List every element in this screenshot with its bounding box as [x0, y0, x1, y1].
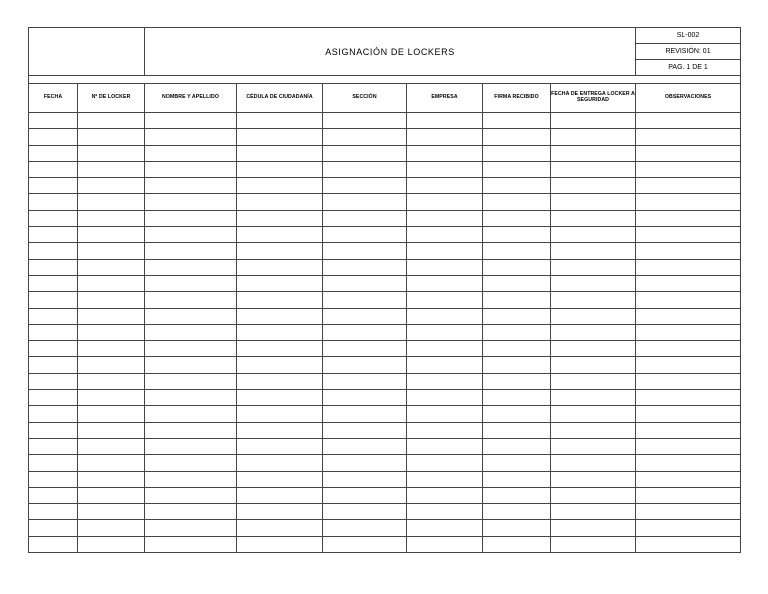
entry-cell[interactable]	[145, 210, 237, 226]
entry-cell[interactable]	[483, 292, 551, 308]
entry-cell[interactable]	[636, 227, 741, 243]
entry-cell[interactable]	[145, 324, 237, 340]
entry-cell[interactable]	[237, 373, 323, 389]
entry-cell[interactable]	[407, 471, 483, 487]
table-row	[29, 357, 741, 373]
entry-cell[interactable]	[323, 308, 407, 324]
entry-cell[interactable]	[323, 357, 407, 373]
entry-cell[interactable]	[407, 455, 483, 471]
entry-cell[interactable]	[551, 422, 636, 438]
entry-cell[interactable]	[145, 308, 237, 324]
entry-cell[interactable]	[407, 487, 483, 503]
spacer-row	[29, 76, 741, 84]
entry-cell[interactable]	[323, 161, 407, 177]
entry-cell[interactable]	[323, 373, 407, 389]
entry-cell[interactable]	[636, 373, 741, 389]
entry-cell[interactable]	[29, 471, 78, 487]
entry-cell[interactable]	[29, 422, 78, 438]
entry-cell[interactable]	[29, 145, 78, 161]
table-row	[29, 520, 741, 536]
entry-cell[interactable]	[237, 422, 323, 438]
entry-cell[interactable]	[78, 438, 145, 454]
entry-cell[interactable]	[483, 357, 551, 373]
entry-cell[interactable]	[145, 113, 237, 129]
entry-cell[interactable]	[78, 194, 145, 210]
entry-cell[interactable]	[323, 194, 407, 210]
form-page: PAG. 1 DE 1	[636, 60, 741, 76]
entry-cell[interactable]	[483, 210, 551, 226]
entry-cell[interactable]	[323, 422, 407, 438]
table-row	[29, 161, 741, 177]
entry-cell[interactable]	[29, 243, 78, 259]
entry-cell[interactable]	[29, 504, 78, 520]
entry-cell[interactable]	[407, 259, 483, 275]
entry-cell[interactable]	[323, 536, 407, 552]
entry-cell[interactable]	[483, 194, 551, 210]
entry-cell[interactable]	[237, 390, 323, 406]
table-row	[29, 438, 741, 454]
entry-cell[interactable]	[78, 292, 145, 308]
entry-cell[interactable]	[323, 438, 407, 454]
entry-cell[interactable]	[145, 227, 237, 243]
entry-cell[interactable]	[29, 113, 78, 129]
entry-cell[interactable]	[551, 357, 636, 373]
entry-cell[interactable]	[237, 341, 323, 357]
entry-cell[interactable]	[407, 243, 483, 259]
entry-cell[interactable]	[78, 504, 145, 520]
entry-cell[interactable]	[551, 129, 636, 145]
entry-cell[interactable]	[483, 178, 551, 194]
entry-cell[interactable]	[237, 357, 323, 373]
entry-cell[interactable]	[29, 455, 78, 471]
entry-cell[interactable]	[636, 113, 741, 129]
entry-cell[interactable]	[636, 422, 741, 438]
entry-cell[interactable]	[551, 536, 636, 552]
entry-cell[interactable]	[407, 145, 483, 161]
entry-cell[interactable]	[551, 227, 636, 243]
table-row	[29, 406, 741, 422]
table-row	[29, 341, 741, 357]
entry-cell[interactable]	[145, 536, 237, 552]
entry-cell[interactable]	[407, 520, 483, 536]
entry-cell[interactable]	[237, 406, 323, 422]
entry-cell[interactable]	[636, 129, 741, 145]
entry-cell[interactable]	[636, 292, 741, 308]
entry-cell[interactable]	[237, 145, 323, 161]
entry-cell[interactable]	[78, 357, 145, 373]
entry-cell[interactable]	[323, 390, 407, 406]
table-row	[29, 536, 741, 552]
entry-cell[interactable]	[407, 504, 483, 520]
entry-cell[interactable]	[29, 357, 78, 373]
logo-cell	[29, 28, 145, 76]
entry-cell[interactable]	[551, 161, 636, 177]
table-row	[29, 145, 741, 161]
entry-cell[interactable]	[483, 487, 551, 503]
entry-cell[interactable]	[29, 487, 78, 503]
entry-cell[interactable]	[78, 373, 145, 389]
entry-cell[interactable]	[237, 520, 323, 536]
entry-cell[interactable]	[237, 487, 323, 503]
col-signature: FIRMA RECIBIDO	[483, 84, 551, 113]
entry-cell[interactable]	[145, 243, 237, 259]
entry-cell[interactable]	[145, 178, 237, 194]
entry-cell[interactable]	[29, 406, 78, 422]
entry-cell[interactable]	[636, 161, 741, 177]
form-code: SL-002	[636, 28, 741, 44]
entry-cell[interactable]	[483, 308, 551, 324]
table-row	[29, 178, 741, 194]
entry-cell[interactable]	[483, 113, 551, 129]
entry-cell[interactable]	[323, 292, 407, 308]
entry-cell[interactable]	[78, 161, 145, 177]
entry-cell[interactable]	[145, 406, 237, 422]
entry-cell[interactable]	[636, 438, 741, 454]
entry-cell[interactable]	[145, 259, 237, 275]
entry-cell[interactable]	[483, 243, 551, 259]
entry-cell[interactable]	[551, 487, 636, 503]
entry-cell[interactable]	[636, 341, 741, 357]
entry-cell[interactable]	[636, 536, 741, 552]
entry-cell[interactable]	[29, 308, 78, 324]
entry-cell[interactable]	[237, 259, 323, 275]
form-sheet	[28, 27, 740, 553]
entry-cell[interactable]	[636, 210, 741, 226]
entry-cell[interactable]	[145, 438, 237, 454]
col-locker-number: Nº DE LOCKER	[78, 84, 145, 113]
col-return-date: FECHA DE ENTREGA LOCKER A SEGURIDAD	[551, 84, 636, 113]
col-name: NOMBRE Y APELLIDO	[145, 84, 237, 113]
entry-cell[interactable]	[407, 422, 483, 438]
col-section: SECCIÓN	[323, 84, 407, 113]
entry-cell[interactable]	[237, 455, 323, 471]
entry-cell[interactable]	[551, 178, 636, 194]
entry-cell[interactable]	[145, 373, 237, 389]
entry-cell[interactable]	[145, 275, 237, 291]
entry-cell[interactable]	[407, 357, 483, 373]
form-table	[28, 27, 741, 553]
entry-cell[interactable]	[78, 227, 145, 243]
entry-cell[interactable]	[407, 210, 483, 226]
col-fecha: FECHA	[29, 84, 78, 113]
entry-cell[interactable]	[29, 390, 78, 406]
entry-cell[interactable]	[636, 487, 741, 503]
entry-cell[interactable]	[636, 243, 741, 259]
entry-cell[interactable]	[29, 324, 78, 340]
table-row	[29, 210, 741, 226]
entry-cell[interactable]	[78, 471, 145, 487]
entry-cell[interactable]	[551, 275, 636, 291]
entry-cell[interactable]	[483, 536, 551, 552]
entry-cell[interactable]	[29, 194, 78, 210]
entry-cell[interactable]	[483, 259, 551, 275]
form-title: ASIGNACIÓN DE LOCKERS	[145, 28, 636, 76]
table-row	[29, 243, 741, 259]
entry-cell[interactable]	[483, 129, 551, 145]
entry-cell[interactable]	[407, 178, 483, 194]
entry-cell[interactable]	[237, 504, 323, 520]
entry-cell[interactable]	[29, 227, 78, 243]
entry-cell[interactable]	[551, 194, 636, 210]
entry-cell[interactable]	[407, 406, 483, 422]
entry-cell[interactable]	[323, 259, 407, 275]
col-id-card: CÉDULA DE CIUDADANÍA	[237, 84, 323, 113]
entry-cell[interactable]	[636, 324, 741, 340]
entry-cell[interactable]	[483, 471, 551, 487]
entry-cell[interactable]	[407, 129, 483, 145]
entry-cell[interactable]	[483, 373, 551, 389]
table-row	[29, 194, 741, 210]
entry-cell[interactable]	[483, 227, 551, 243]
entry-cell[interactable]	[237, 129, 323, 145]
entry-cell[interactable]	[29, 178, 78, 194]
table-row	[29, 504, 741, 520]
entry-cell[interactable]	[145, 504, 237, 520]
table-row	[29, 227, 741, 243]
entry-cell[interactable]	[78, 520, 145, 536]
entry-cell[interactable]	[636, 308, 741, 324]
entry-cell[interactable]	[145, 357, 237, 373]
entry-cell[interactable]	[323, 243, 407, 259]
entry-cell[interactable]	[636, 455, 741, 471]
entry-cell[interactable]	[636, 390, 741, 406]
entry-cell[interactable]	[145, 161, 237, 177]
entry-cell[interactable]	[237, 308, 323, 324]
entry-cell[interactable]	[29, 210, 78, 226]
entry-cell[interactable]	[551, 341, 636, 357]
entry-cell[interactable]	[483, 504, 551, 520]
entry-cell[interactable]	[323, 341, 407, 357]
entry-cell[interactable]	[237, 292, 323, 308]
entry-cell[interactable]	[483, 161, 551, 177]
entry-cell[interactable]	[29, 129, 78, 145]
entry-cell[interactable]	[551, 308, 636, 324]
entry-cell[interactable]	[407, 308, 483, 324]
entry-cell[interactable]	[237, 324, 323, 340]
entry-cell[interactable]	[145, 390, 237, 406]
entry-cell[interactable]	[78, 259, 145, 275]
entry-cell[interactable]	[78, 210, 145, 226]
entry-cell[interactable]	[636, 406, 741, 422]
entry-cell[interactable]	[551, 406, 636, 422]
entry-cell[interactable]	[407, 373, 483, 389]
entry-cell[interactable]	[323, 113, 407, 129]
col-company: EMPRESA	[407, 84, 483, 113]
entry-cell[interactable]	[323, 178, 407, 194]
entry-cell[interactable]	[78, 243, 145, 259]
entry-cell[interactable]	[237, 113, 323, 129]
table-row	[29, 275, 741, 291]
entry-cell[interactable]	[636, 357, 741, 373]
entry-cell[interactable]	[237, 536, 323, 552]
entry-cell[interactable]	[237, 438, 323, 454]
entry-cell[interactable]	[323, 406, 407, 422]
entry-cell[interactable]	[145, 487, 237, 503]
entry-cell[interactable]	[78, 341, 145, 357]
entry-cell[interactable]	[483, 520, 551, 536]
entry-cell[interactable]	[636, 504, 741, 520]
entry-cell[interactable]	[551, 438, 636, 454]
entry-cell[interactable]	[145, 129, 237, 145]
entry-cell[interactable]	[551, 210, 636, 226]
col-observations: OBSERVACIONES	[636, 84, 741, 113]
entry-cell[interactable]	[78, 455, 145, 471]
entry-cell[interactable]	[78, 308, 145, 324]
entry-cell[interactable]	[636, 178, 741, 194]
entry-cell[interactable]	[237, 178, 323, 194]
table-row	[29, 113, 741, 129]
entry-cell[interactable]	[551, 520, 636, 536]
entry-cell[interactable]	[237, 471, 323, 487]
column-header-row	[29, 84, 741, 113]
table-row	[29, 292, 741, 308]
entry-cell[interactable]	[237, 243, 323, 259]
entry-cell[interactable]	[483, 341, 551, 357]
entry-cell[interactable]	[551, 113, 636, 129]
entry-cell[interactable]	[323, 210, 407, 226]
entry-cell[interactable]	[407, 275, 483, 291]
entry-cell[interactable]	[551, 390, 636, 406]
entry-cell[interactable]	[78, 178, 145, 194]
entry-cell[interactable]	[323, 275, 407, 291]
entry-cell[interactable]	[78, 536, 145, 552]
entry-cell[interactable]	[29, 520, 78, 536]
entry-cell[interactable]	[483, 438, 551, 454]
entry-cell[interactable]	[323, 145, 407, 161]
entry-cell[interactable]	[551, 259, 636, 275]
entry-cell[interactable]	[78, 275, 145, 291]
entry-cell[interactable]	[78, 324, 145, 340]
entry-cell[interactable]	[237, 194, 323, 210]
entry-cell[interactable]	[237, 275, 323, 291]
entry-cell[interactable]	[636, 145, 741, 161]
entry-cell[interactable]	[323, 324, 407, 340]
entry-cell[interactable]	[29, 438, 78, 454]
entry-cell[interactable]	[636, 259, 741, 275]
entry-cell[interactable]	[237, 227, 323, 243]
entry-cell[interactable]	[78, 406, 145, 422]
entry-cell[interactable]	[483, 275, 551, 291]
entry-cell[interactable]	[483, 455, 551, 471]
entry-cell[interactable]	[78, 129, 145, 145]
entry-cell[interactable]	[145, 422, 237, 438]
entry-cell[interactable]	[551, 292, 636, 308]
entry-cell[interactable]	[78, 113, 145, 129]
entry-cell[interactable]	[407, 324, 483, 340]
entry-cell[interactable]	[29, 292, 78, 308]
entry-cell[interactable]	[237, 210, 323, 226]
entry-cell[interactable]	[483, 406, 551, 422]
table-row	[29, 487, 741, 503]
table-row	[29, 471, 741, 487]
entry-cell[interactable]	[29, 259, 78, 275]
entry-cell[interactable]	[407, 227, 483, 243]
entry-cell[interactable]	[407, 161, 483, 177]
table-row	[29, 422, 741, 438]
entry-cell[interactable]	[29, 275, 78, 291]
entry-cell[interactable]	[78, 487, 145, 503]
table-row	[29, 390, 741, 406]
entry-cell[interactable]	[145, 520, 237, 536]
entry-cell[interactable]	[323, 129, 407, 145]
table-row	[29, 259, 741, 275]
entry-cell[interactable]	[323, 504, 407, 520]
entry-cell[interactable]	[483, 390, 551, 406]
table-row	[29, 129, 741, 145]
table-row	[29, 455, 741, 471]
entry-cell[interactable]	[78, 422, 145, 438]
entry-cell[interactable]	[323, 455, 407, 471]
entry-cell[interactable]	[407, 292, 483, 308]
entry-cell[interactable]	[551, 243, 636, 259]
entry-cell[interactable]	[407, 113, 483, 129]
entry-cell[interactable]	[551, 324, 636, 340]
entry-cell[interactable]	[636, 520, 741, 536]
entry-cell[interactable]	[636, 194, 741, 210]
table-row	[29, 324, 741, 340]
table-row	[29, 308, 741, 324]
entry-cell[interactable]	[145, 145, 237, 161]
entry-cell[interactable]	[29, 536, 78, 552]
entry-cell[interactable]	[29, 341, 78, 357]
entry-cell[interactable]	[145, 341, 237, 357]
entry-cell[interactable]	[407, 341, 483, 357]
entry-cell[interactable]	[145, 292, 237, 308]
entry-cell[interactable]	[551, 455, 636, 471]
entry-cell[interactable]	[407, 536, 483, 552]
entry-cell[interactable]	[29, 373, 78, 389]
entry-cell[interactable]	[551, 471, 636, 487]
entry-cell[interactable]	[407, 390, 483, 406]
entry-cell[interactable]	[407, 194, 483, 210]
entry-cell[interactable]	[636, 471, 741, 487]
entry-cell[interactable]	[237, 161, 323, 177]
entry-cell[interactable]	[78, 390, 145, 406]
entry-cell[interactable]	[551, 504, 636, 520]
entry-cell[interactable]	[78, 145, 145, 161]
entry-cell[interactable]	[29, 161, 78, 177]
entry-cell[interactable]	[323, 520, 407, 536]
entry-cell[interactable]	[483, 324, 551, 340]
entry-cell[interactable]	[551, 145, 636, 161]
entry-cell[interactable]	[145, 471, 237, 487]
entry-cell[interactable]	[636, 275, 741, 291]
entry-cell[interactable]	[407, 438, 483, 454]
entry-cell[interactable]	[483, 422, 551, 438]
entry-cell[interactable]	[145, 194, 237, 210]
table-row	[29, 373, 741, 389]
entry-cell[interactable]	[323, 471, 407, 487]
entry-cell[interactable]	[323, 227, 407, 243]
entry-cell[interactable]	[483, 145, 551, 161]
entry-cell[interactable]	[145, 455, 237, 471]
entry-cell[interactable]	[551, 373, 636, 389]
entry-cell[interactable]	[323, 487, 407, 503]
form-revision: REVISIÓN: 01	[636, 44, 741, 60]
